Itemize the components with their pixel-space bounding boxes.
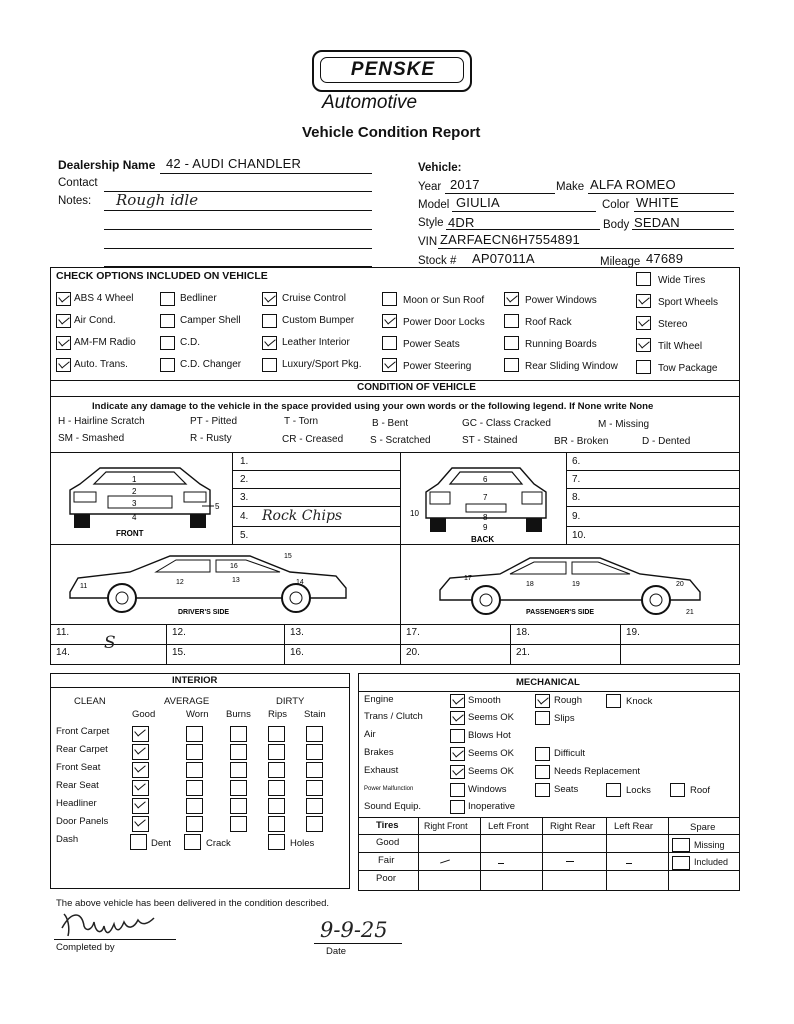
model-label: Model <box>418 199 450 211</box>
mech-option: Smooth <box>468 695 501 706</box>
dash-option: Crack <box>206 838 231 849</box>
legend-item: D - Dented <box>642 436 691 447</box>
dash-checkbox[interactable] <box>184 834 201 850</box>
interior-checkbox[interactable] <box>186 780 203 796</box>
dash-option: Dent <box>151 838 172 849</box>
area-number: 14. <box>56 647 70 658</box>
col-header: Burns <box>226 709 251 720</box>
option-checkbox[interactable] <box>56 336 71 350</box>
option-checkbox[interactable] <box>160 292 175 306</box>
option-label: Wide Tires <box>658 275 706 286</box>
stock-label: Stock # <box>418 255 457 267</box>
spare-option: Included <box>694 857 729 867</box>
col-header: Rips <box>268 709 288 720</box>
area-number: 12. <box>172 627 186 638</box>
option-checkbox[interactable] <box>262 314 277 328</box>
signature[interactable] <box>58 904 168 940</box>
option-label: Running Boards <box>525 339 597 350</box>
area-number: 17. <box>406 627 420 638</box>
interior-checkbox[interactable] <box>186 726 203 742</box>
option-checkbox[interactable] <box>636 272 651 286</box>
mech-row-label: Power Malfunction <box>364 786 414 792</box>
interior-checkbox[interactable] <box>186 744 203 760</box>
mech-checkbox[interactable] <box>450 694 465 708</box>
legend-item: BR - Broken <box>554 436 609 447</box>
interior-checkbox[interactable] <box>132 762 149 778</box>
interior-checkbox[interactable] <box>306 744 323 760</box>
mech-option: Seems OK <box>468 712 514 723</box>
interior-checkbox[interactable] <box>230 726 247 742</box>
area-number: 13. <box>290 627 304 638</box>
year-label: Year <box>418 181 442 193</box>
interior-checkbox[interactable] <box>132 744 149 760</box>
dash-option: Holes <box>290 838 315 849</box>
penske-logo <box>312 50 472 92</box>
mech-option: Locks <box>626 785 651 796</box>
option-checkbox[interactable] <box>504 292 519 306</box>
notes-label: Notes: <box>58 195 92 207</box>
interior-checkbox[interactable] <box>132 816 149 832</box>
option-checkbox[interactable] <box>262 358 277 372</box>
area-number: 1. <box>240 456 249 467</box>
year-value[interactable]: 2017 <box>450 177 480 192</box>
tire-row-label: Good <box>376 837 400 848</box>
area-number: 11. <box>56 627 70 638</box>
spare-checkbox[interactable] <box>672 838 690 852</box>
mech-option: Rough <box>554 695 582 706</box>
mech-checkbox[interactable] <box>450 783 465 797</box>
dealership-label: Dealership Name <box>58 158 156 172</box>
zone-number: 4 <box>132 513 137 522</box>
legend-item: B - Bent <box>372 418 409 429</box>
zone-number: 2 <box>132 487 137 496</box>
option-checkbox[interactable] <box>56 358 71 372</box>
option-checkbox[interactable] <box>504 358 519 372</box>
zone-number: 19 <box>572 581 580 588</box>
option-label: Cruise Control <box>282 293 346 304</box>
area-number: 16. <box>290 647 304 658</box>
view-label: FRONT <box>116 529 144 538</box>
interior-row-label: Front Seat <box>56 762 101 773</box>
option-label: Tow Package <box>658 363 718 374</box>
option-checkbox[interactable] <box>382 336 397 350</box>
interior-row-label: Door Panels <box>56 816 109 827</box>
area-note[interactable]: S <box>104 633 116 653</box>
option-checkbox[interactable] <box>504 314 519 328</box>
spare-option: Missing <box>694 840 725 850</box>
mech-option: Inoperative <box>468 801 516 812</box>
vehicle-heading: Vehicle: <box>418 162 462 174</box>
clean-label: CLEAN <box>74 696 106 707</box>
interior-checkbox[interactable] <box>268 816 285 832</box>
option-label: Power Steering <box>403 361 472 372</box>
mech-checkbox[interactable] <box>450 800 465 814</box>
interior-checkbox[interactable] <box>186 816 203 832</box>
mech-option: Seats <box>554 784 579 795</box>
option-checkbox[interactable] <box>382 314 397 328</box>
option-label: Power Door Locks <box>403 317 485 328</box>
condition-heading: CONDITION OF VEHICLE <box>357 382 476 393</box>
area-number: 10. <box>572 530 586 541</box>
interior-checkbox[interactable] <box>268 780 285 796</box>
option-label: C.D. <box>180 337 200 348</box>
legend-item: T - Torn <box>284 416 319 427</box>
mech-checkbox[interactable] <box>450 729 465 743</box>
legend-item: CR - Creased <box>282 434 344 445</box>
mech-row-label: Engine <box>364 694 394 705</box>
average-label: AVERAGE <box>164 696 210 707</box>
make-value[interactable]: ALFA ROMEO <box>590 177 676 192</box>
contact-label: Contact <box>58 177 98 189</box>
area-number: 7. <box>572 474 581 485</box>
zone-number: 10 <box>410 509 419 518</box>
body-label: Body <box>603 219 630 231</box>
tire-col-header: Left Rear <box>614 821 654 832</box>
interior-checkbox[interactable] <box>132 780 149 796</box>
mech-option: Knock <box>626 696 653 707</box>
zone-number: 18 <box>526 581 534 588</box>
option-label: Bedliner <box>180 293 217 304</box>
condition-instruction: Indicate any damage to the vehicle in the space provided using your own words or the following legend. If None write None <box>92 401 654 412</box>
view-label: BACK <box>471 535 495 544</box>
options-heading: CHECK OPTIONS INCLUDED ON VEHICLE <box>56 270 268 282</box>
tire-row-label: Poor <box>376 873 397 884</box>
area-number: 20. <box>406 647 420 658</box>
option-checkbox[interactable] <box>56 292 71 306</box>
interior-checkbox[interactable] <box>306 780 323 796</box>
delivered-statement: The above vehicle has been delivered in the condition described. <box>56 898 330 909</box>
mech-checkbox[interactable] <box>535 694 550 708</box>
option-checkbox[interactable] <box>636 360 651 374</box>
option-checkbox[interactable] <box>636 294 651 308</box>
interior-checkbox[interactable] <box>306 726 323 742</box>
legend-item: PT - Pitted <box>190 416 238 427</box>
mech-option: Difficult <box>554 748 585 759</box>
car-passenger-side-diagram <box>430 550 710 622</box>
zone-number: 13 <box>232 577 240 584</box>
mech-checkbox[interactable] <box>606 694 621 708</box>
tire-col-header: Right Rear <box>550 821 596 832</box>
tire-col-header: Right Front <box>424 821 468 831</box>
mech-option: Needs Replacement <box>554 766 641 777</box>
option-checkbox[interactable] <box>636 338 651 352</box>
tire-mark <box>566 861 574 862</box>
option-checkbox[interactable] <box>262 336 277 350</box>
mech-checkbox[interactable] <box>535 783 550 797</box>
zone-number: 17 <box>464 575 472 582</box>
option-checkbox[interactable] <box>160 314 175 328</box>
zone-number: 1 <box>132 475 137 484</box>
area-number: 5. <box>240 530 249 541</box>
interior-checkbox[interactable] <box>306 798 323 814</box>
option-label: Sport Wheels <box>658 297 719 308</box>
option-label: Leather Interior <box>282 337 350 348</box>
date-label: Date <box>326 946 347 957</box>
interior-row-label: Rear Carpet <box>56 744 108 755</box>
view-label: PASSENGER'S SIDE <box>526 609 595 616</box>
area-number: 6. <box>572 456 581 467</box>
car-back-diagram <box>408 462 564 544</box>
option-label: Roof Rack <box>525 317 572 328</box>
make-label: Make <box>556 181 585 193</box>
area-number: 8. <box>572 492 581 503</box>
completed-by-label: Completed by <box>56 942 115 953</box>
color-label: Color <box>602 199 630 211</box>
tire-col-header: Left Front <box>488 821 529 832</box>
col-header: Stain <box>304 709 326 720</box>
interior-checkbox[interactable] <box>230 816 247 832</box>
date-value[interactable]: 9-9-25 <box>320 918 388 942</box>
mileage-value[interactable]: 47689 <box>646 251 684 266</box>
brand-name: PENSKE <box>350 59 436 80</box>
zone-number: 9 <box>483 523 488 532</box>
mileage-label: Mileage <box>600 256 641 268</box>
interior-checkbox[interactable] <box>230 798 247 814</box>
notes-value[interactable]: Rough idle <box>116 191 199 209</box>
mech-row-label: Exhaust <box>364 765 399 776</box>
area-number: 15. <box>172 647 186 658</box>
mech-checkbox[interactable] <box>450 765 465 779</box>
option-label: Power Windows <box>525 295 597 306</box>
dealership-value[interactable]: 42 - AUDI CHANDLER <box>166 156 302 171</box>
tire-mark <box>498 863 504 864</box>
brand-sub: Automotive <box>322 92 418 113</box>
tire-row-label: Fair <box>378 855 395 866</box>
option-label: C.D. Changer <box>180 359 242 370</box>
vin-value[interactable]: ZARFAECN6H7554891 <box>440 232 580 247</box>
mech-row-label: Air <box>364 729 376 740</box>
mech-row-label: Sound Equip. <box>364 801 422 812</box>
zone-number: 6 <box>483 475 488 484</box>
option-checkbox[interactable] <box>382 292 397 306</box>
legend-item: SM - Smashed <box>58 433 125 444</box>
mech-option: Windows <box>468 784 507 795</box>
tires-label: Tires <box>376 820 399 831</box>
dash-checkbox[interactable] <box>130 834 147 850</box>
color-value[interactable]: WHITE <box>636 195 679 210</box>
legend-item: H - Hairline Scratch <box>58 416 145 427</box>
legend-item: S - Scratched <box>370 435 431 446</box>
view-label: DRIVER'S SIDE <box>178 609 230 616</box>
page-title: Vehicle Condition Report <box>302 124 481 141</box>
option-checkbox[interactable] <box>56 314 71 328</box>
area-number: 4. <box>240 511 249 522</box>
mech-checkbox[interactable] <box>450 711 465 725</box>
option-checkbox[interactable] <box>382 358 397 372</box>
interior-checkbox[interactable] <box>186 762 203 778</box>
tire-mark <box>626 863 632 864</box>
zone-number: 16 <box>230 563 238 570</box>
col-header: Worn <box>186 709 209 720</box>
option-checkbox[interactable] <box>262 292 277 306</box>
zone-number: 21 <box>686 609 694 616</box>
legend-item: M - Missing <box>598 419 650 430</box>
zone-number: 14 <box>296 579 304 586</box>
spare-checkbox[interactable] <box>672 856 690 870</box>
option-label: Stereo <box>658 319 688 330</box>
car-driver-side-diagram <box>60 548 360 620</box>
mech-checkbox[interactable] <box>535 711 550 725</box>
zone-number: 3 <box>132 499 137 508</box>
interior-checkbox[interactable] <box>186 798 203 814</box>
zone-number: 12 <box>176 579 184 586</box>
option-label: AM-FM Radio <box>74 337 136 348</box>
interior-checkbox[interactable] <box>268 726 285 742</box>
option-label: Camper Shell <box>180 315 241 326</box>
tire-col-header: Spare <box>690 822 716 833</box>
mech-row-label: Brakes <box>364 747 394 758</box>
option-checkbox[interactable] <box>504 336 519 350</box>
dash-checkbox[interactable] <box>268 834 285 850</box>
legend-item: R - Rusty <box>190 433 232 444</box>
option-label: Custom Bumper <box>282 315 355 326</box>
mech-option: Seems OK <box>468 748 514 759</box>
legend-item: GC - Class Cracked <box>462 418 551 429</box>
interior-row-label: Rear Seat <box>56 780 99 791</box>
interior-checkbox[interactable] <box>268 798 285 814</box>
zone-number: 7 <box>483 493 488 502</box>
dash-label: Dash <box>56 834 79 845</box>
mech-row-label: Trans / Clutch <box>364 711 423 722</box>
area-number: 18. <box>516 627 530 638</box>
zone-number: 11 <box>80 583 88 590</box>
option-checkbox[interactable] <box>636 316 651 330</box>
area-note[interactable]: Rock Chips <box>262 508 343 524</box>
zone-number: 15 <box>284 553 292 560</box>
area-number: 3. <box>240 492 249 503</box>
mech-option: Seems OK <box>468 766 514 777</box>
car-front-diagram <box>60 462 220 542</box>
interior-checkbox[interactable] <box>230 780 247 796</box>
mech-checkbox[interactable] <box>670 783 685 797</box>
interior-row-label: Front Carpet <box>56 726 110 737</box>
area-number: 9. <box>572 511 581 522</box>
area-number: 2. <box>240 474 249 485</box>
body-value[interactable]: SEDAN <box>634 215 680 230</box>
mechanical-heading: MECHANICAL <box>516 677 580 688</box>
stock-value[interactable]: AP07011A <box>472 251 535 266</box>
option-label: Moon or Sun Roof <box>403 295 485 306</box>
interior-checkbox[interactable] <box>268 744 285 760</box>
interior-row-label: Headliner <box>56 798 97 809</box>
option-label: ABS 4 Wheel <box>74 293 134 304</box>
option-label: Tilt Wheel <box>658 341 703 352</box>
option-label: Air Cond. <box>74 315 116 326</box>
mech-option: Roof <box>690 785 711 796</box>
mech-checkbox[interactable] <box>535 765 550 779</box>
mech-option: Slips <box>554 713 575 724</box>
mech-checkbox[interactable] <box>606 783 621 797</box>
interior-checkbox[interactable] <box>306 762 323 778</box>
col-header: Good <box>132 709 156 720</box>
zone-number: 8 <box>483 513 488 522</box>
option-label: Auto. Trans. <box>74 359 128 370</box>
option-checkbox[interactable] <box>160 358 175 372</box>
dirty-label: DIRTY <box>276 696 305 707</box>
vin-label: VIN <box>418 236 438 248</box>
zone-number: 5 <box>215 502 220 511</box>
style-label: Style <box>418 217 444 229</box>
option-label: Rear Sliding Window <box>525 361 618 372</box>
area-number: 21. <box>516 647 530 658</box>
interior-checkbox[interactable] <box>306 816 323 832</box>
option-label: Luxury/Sport Pkg. <box>282 359 362 370</box>
interior-checkbox[interactable] <box>230 762 247 778</box>
interior-checkbox[interactable] <box>132 726 149 742</box>
interior-checkbox[interactable] <box>230 744 247 760</box>
option-label: Power Seats <box>403 339 460 350</box>
mech-checkbox[interactable] <box>535 747 550 761</box>
zone-number: 20 <box>676 581 684 588</box>
mech-option: Blows Hot <box>468 730 511 741</box>
style-value[interactable]: 4DR <box>448 215 475 230</box>
interior-checkbox[interactable] <box>132 798 149 814</box>
interior-checkbox[interactable] <box>268 762 285 778</box>
model-value[interactable]: GIULIA <box>456 195 500 210</box>
interior-heading: INTERIOR <box>172 675 218 686</box>
area-number: 19. <box>626 627 640 638</box>
mech-checkbox[interactable] <box>450 747 465 761</box>
legend-item: ST - Stained <box>462 435 518 446</box>
option-checkbox[interactable] <box>160 336 175 350</box>
